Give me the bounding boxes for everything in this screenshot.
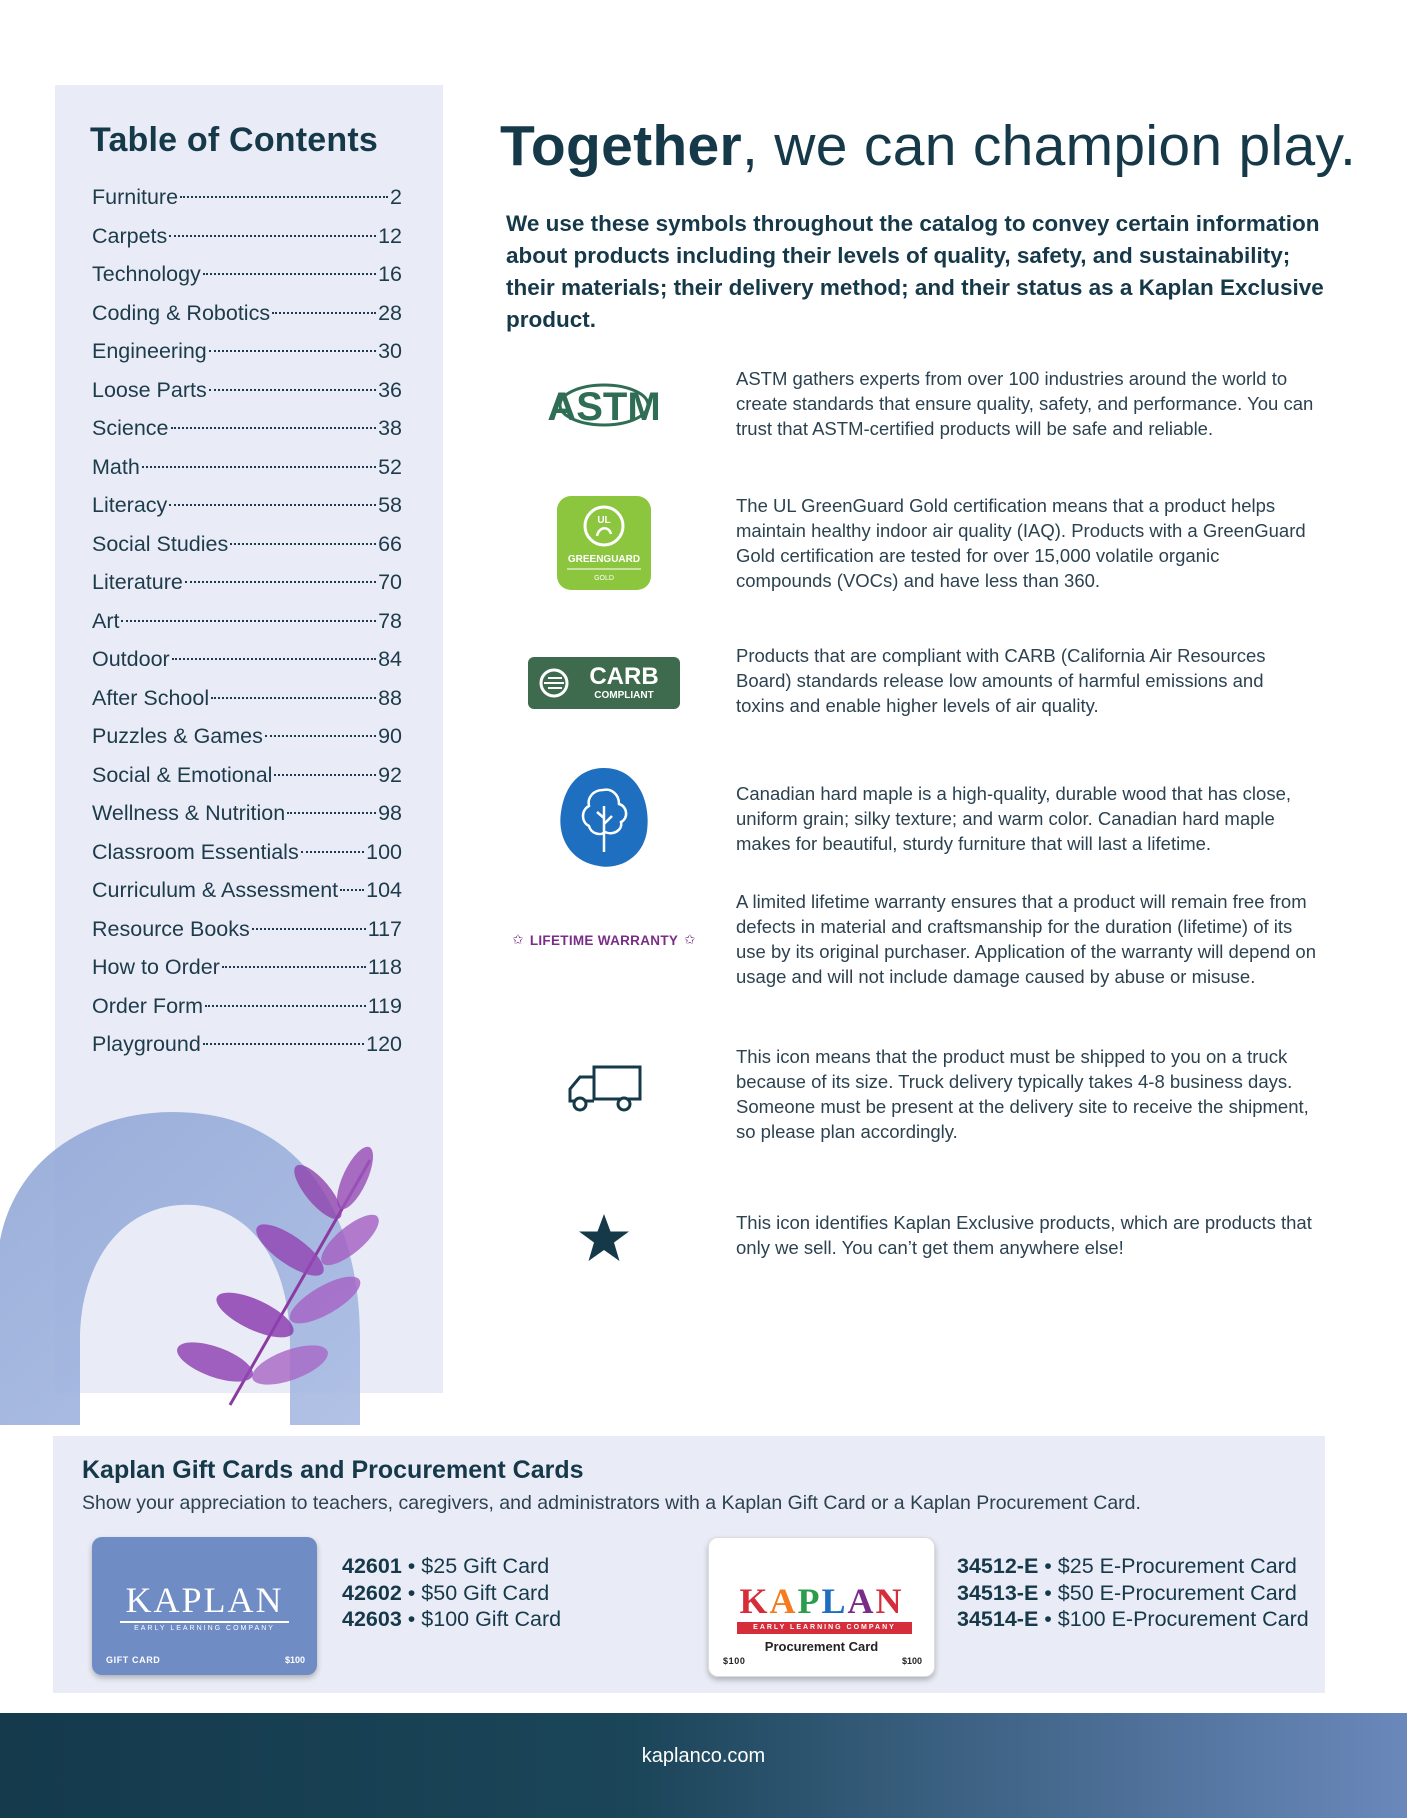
star-outline-icon: ✩ — [512, 932, 524, 947]
toc-item[interactable]: Resource Books 117 — [92, 916, 402, 941]
carb-description: Products that are compliant with CARB (California Air Resources Board) standards release low amounts of harmful emissions and toxins and enable higher levels of air quality. — [736, 645, 1266, 716]
toc-item[interactable]: Art 78 — [92, 608, 402, 633]
carb-logo-icon — [500, 656, 708, 710]
toc-item[interactable]: How to Order 118 — [92, 955, 402, 979]
astm-logo-icon — [500, 360, 708, 450]
decorative-arch-leaves — [0, 1100, 400, 1430]
svg-text:GOLD: GOLD — [594, 574, 614, 582]
toc-item[interactable]: Social & Emotional 92 — [92, 762, 402, 787]
footer-bar — [0, 1713, 1407, 1818]
list-item: 34514-E • $100 E-Procurement Card — [957, 1607, 1309, 1631]
gift-cards-panel — [53, 1436, 1325, 1693]
toc-item[interactable]: Loose Parts 36 — [92, 377, 402, 402]
exclusive-description: This icon identifies Kaplan Exclusive products, which are products that only we sell. You can’t get them anywhere else! — [736, 1212, 1312, 1258]
list-item: 34513-E • $50 E-Procurement Card — [957, 1580, 1297, 1605]
svg-text:ASTM: ASTM — [547, 385, 661, 429]
truck-icon — [500, 1059, 708, 1119]
toc-item[interactable]: Playground 120 — [92, 1032, 402, 1056]
toc-item[interactable]: Literacy 58 — [92, 493, 402, 517]
toc-item[interactable]: Technology 16 — [92, 262, 402, 286]
lifetime-warranty-badge: ✩ LIFETIME WARRANTY ✩ — [512, 932, 696, 948]
toc-item[interactable]: Furniture 2 — [92, 185, 402, 209]
toc-list — [92, 185, 402, 1071]
toc-item[interactable]: Outdoor 84 — [92, 647, 402, 671]
gift-section-title: Kaplan Gift Cards and Procurement Cards — [82, 1456, 584, 1484]
kaplan-logo: KAPLAN — [125, 1580, 284, 1620]
svg-text:UL: UL — [597, 514, 611, 526]
svg-text:GREENGUARD: GREENGUARD — [567, 553, 641, 565]
page-headline: Together, we can champion play. — [500, 114, 1357, 178]
toc-item[interactable]: Science 38 — [92, 416, 402, 440]
toc-item[interactable]: Engineering 30 — [92, 339, 402, 363]
toc-item[interactable]: Coding & Robotics 28 — [92, 300, 402, 325]
procurement-card-image: KAPLAN EARLY LEARNING COMPANY Procurement Card $100 $100 — [708, 1537, 935, 1677]
list-item: 42603 • $100 Gift Card — [342, 1607, 562, 1631]
svg-text:CARB: CARB — [589, 663, 659, 690]
toc-item[interactable]: Social Studies 66 — [92, 531, 402, 556]
gift-card-image: KAPLAN EARLY LEARNING COMPANY GIFT CARD $100 — [92, 1537, 317, 1675]
greenguard-logo-icon — [500, 495, 708, 590]
truck-description: This icon means that the product must be shipped to you on a truck because of its size. Truck delivery typically takes 4-8 business days. Someone must be present at the delivery site to receive the shipment, so please plan accordingly. — [736, 1046, 1309, 1142]
gift-card-sku-list — [342, 1553, 561, 1633]
toc-item[interactable]: Order Form 119 — [92, 993, 402, 1018]
toc-item[interactable]: Classroom Essentials 100 — [92, 839, 402, 864]
toc-item[interactable]: Curriculum & Assessment 104 — [92, 878, 402, 902]
gift-section-subtitle: Show your appreciation to teachers, caregivers, and administrators with a Kaplan Gift Card or a Kaplan Procurement Card. — [82, 1492, 1141, 1514]
toc-item[interactable]: Literature 70 — [92, 570, 402, 594]
toc-title: Table of Contents — [90, 121, 378, 159]
star-icon — [500, 1210, 708, 1266]
toc-item[interactable]: Wellness & Nutrition 98 — [92, 801, 402, 825]
maple-tree-icon — [500, 765, 708, 871]
procurement-card-sku-list — [957, 1553, 1309, 1633]
toc-item[interactable]: After School 88 — [92, 685, 402, 710]
list-item: 34512-E • $25 E-Procurement Card — [957, 1554, 1297, 1578]
warranty-description: A limited lifetime warranty ensures that a product will remain free from defects in material and craftsmanship for the duration (lifetime) of its use by its original purchaser. Application of the warranty will depend on usage and will not include damage caused by abuse or misuse. — [736, 891, 1317, 987]
list-item: 42602 • $50 Gift Card — [342, 1580, 550, 1605]
toc-item[interactable]: Math 52 — [92, 454, 402, 479]
list-item: 42601 • $25 Gift Card — [342, 1554, 550, 1578]
intro-paragraph: We use these symbols throughout the catalog to convey certain information about products including their levels of quality, safety, and sustainability; their materials; their delivery method; and their status as a Kaplan Exclusive product. — [506, 211, 1324, 332]
astm-description: ASTM gathers experts from over 100 industries around the world to create standards that ensure quality, safety, and performance. You can trust that ASTM-certified products will be safe and reliable. — [736, 368, 1314, 439]
toc-item[interactable]: Puzzles & Games 90 — [92, 724, 402, 748]
toc-item[interactable]: Carpets 12 — [92, 223, 402, 248]
greenguard-description: The UL GreenGuard Gold certification means that a product helps maintain healthy indoor air quality (IAQ). Products with a GreenGuard Gold certification are tested for over 15,000 volatile organic compounds (VOCs) and have less than 360. — [736, 495, 1306, 591]
maple-description: Canadian hard maple is a high-quality, durable wood that has close, uniform grain; silky texture; and warm color. Canadian hard maple makes for beautiful, sturdy furniture that will last a lifetime. — [736, 783, 1291, 854]
footer-website-link[interactable]: kaplanco.com — [641, 1745, 766, 1767]
kaplan-logo: KAPLAN — [739, 1581, 904, 1621]
star-outline-icon: ✩ — [684, 932, 696, 947]
svg-text:COMPLIANT: COMPLIANT — [594, 690, 654, 701]
